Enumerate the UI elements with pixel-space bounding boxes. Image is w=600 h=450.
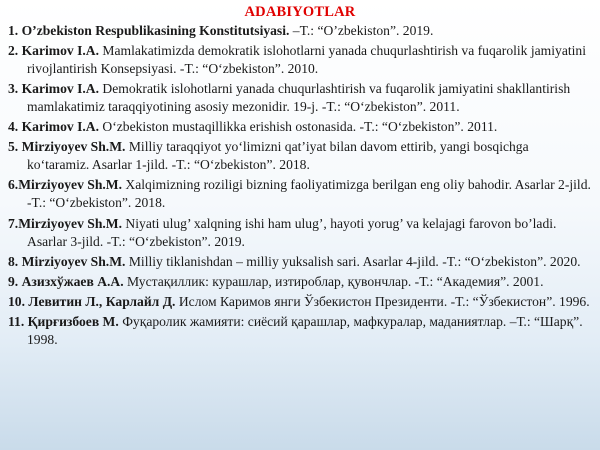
reference-text: Niyati ulug’ xalqning ishi ham ulug’, hayoti yorug’ va kelajagi farovon bo’ladi. Asarlar 3-jild. -T.: “O‘zbekiston”. 2019. [27, 215, 557, 249]
reference-text: Фуқаролик жамияти: сиёсий қарашлар, мафкуралар, маданиятлар. –Т.: “Шарқ”. 1998. [27, 313, 583, 347]
reference-author: Karimov I.A. [21, 43, 100, 59]
reference-author: Mirziyoyev Sh.M. [21, 139, 126, 155]
reference-item [8, 80, 594, 116]
reference-item [8, 42, 594, 78]
reference-item [8, 273, 594, 291]
reference-number: 8. [8, 253, 19, 269]
reference-number: 2. [8, 43, 19, 59]
reference-number: 6. [8, 177, 19, 193]
reference-item [8, 313, 594, 349]
reference-number: 9. [8, 273, 19, 289]
reference-text: Mamlakatimizda demokratik islohotlarni yanada chuqurlashtirish va fuqarolik jamiyatini rivojlantirish Konsepsiyasi. -T.: “O‘zbekiston”. 2010. [27, 43, 586, 77]
reference-author: Mirziyoyev Sh.M. [21, 253, 126, 269]
reference-text: Demokratik islohotlarni yanada chuqurlashtirish va fuqarolik jamiyatini shakllantirish mamlakatimiz taraqqiyotining asosiy mezonidir. 19-j. -T.: “O‘zbekiston”. 2011. [27, 81, 571, 115]
reference-number: 7. [8, 215, 19, 231]
reference-text: O‘zbekiston mustaqillikka erishish ostonasida. -T.: “O‘zbekiston”. 2011. [99, 119, 498, 135]
reference-item [8, 138, 594, 174]
reference-text: Мустақиллик: курашлар, изтироблар, қувончлар. -Т.: “Академия”. 2001. [123, 273, 544, 289]
reference-text: Milliy taraqqiyot yo‘limizni qat’iyat bilan davom ettirib, yangi bosqichga ko‘taramiz. Asarlar 1-jild. -T.: “O‘zbekiston”. 2018. [27, 139, 529, 173]
reference-list [8, 22, 594, 351]
reference-number: 11. [8, 313, 25, 329]
reference-item [8, 22, 594, 40]
reference-author: Mirziyoyev Sh.M. [18, 215, 123, 231]
page-title: ADABIYOTLAR [244, 4, 356, 20]
reference-item [8, 118, 594, 136]
reference-author: Karimov I.A. [21, 119, 100, 135]
reference-item [8, 215, 594, 251]
reference-author: O’zbekiston Respublikasining Konstitutsiyasi. [21, 23, 290, 38]
reference-number: 5. [8, 139, 19, 155]
reference-author: Қирғизбоев М. [27, 313, 119, 329]
reference-item [8, 253, 594, 271]
reference-number: 1. [8, 23, 19, 38]
reference-number: 10. [8, 293, 25, 309]
reference-text: Xalqimizning roziligi bizning faoliyatimizga berilgan eng oliy bahodir. Asarlar 2-jild. -T.: “O‘zbekiston”. 2018. [27, 177, 591, 211]
reference-author: Азизхўжаев А.А. [21, 273, 124, 289]
reference-item [8, 176, 594, 212]
reference-text: Milliy tiklanishdan – milliy yuksalish sari. Asarlar 4-jild. -T.: “O‘zbekiston”. 2020. [125, 253, 581, 269]
reference-author: Левитин Л., Карлайл Д. [28, 293, 176, 309]
reference-author: Karimov I.A. [21, 81, 100, 97]
reference-number: 3. [8, 81, 19, 97]
reference-text: Ислом Каримов янги Ўзбекистон Президенти. -Т.: “Ўзбекистон”. 1996. [175, 293, 590, 309]
reference-number: 4. [8, 119, 19, 135]
reference-item [8, 293, 594, 311]
reference-text: –T.: “O’zbekiston”. 2019. [289, 23, 434, 38]
reference-author: Mirziyoyev Sh.M. [18, 177, 123, 193]
